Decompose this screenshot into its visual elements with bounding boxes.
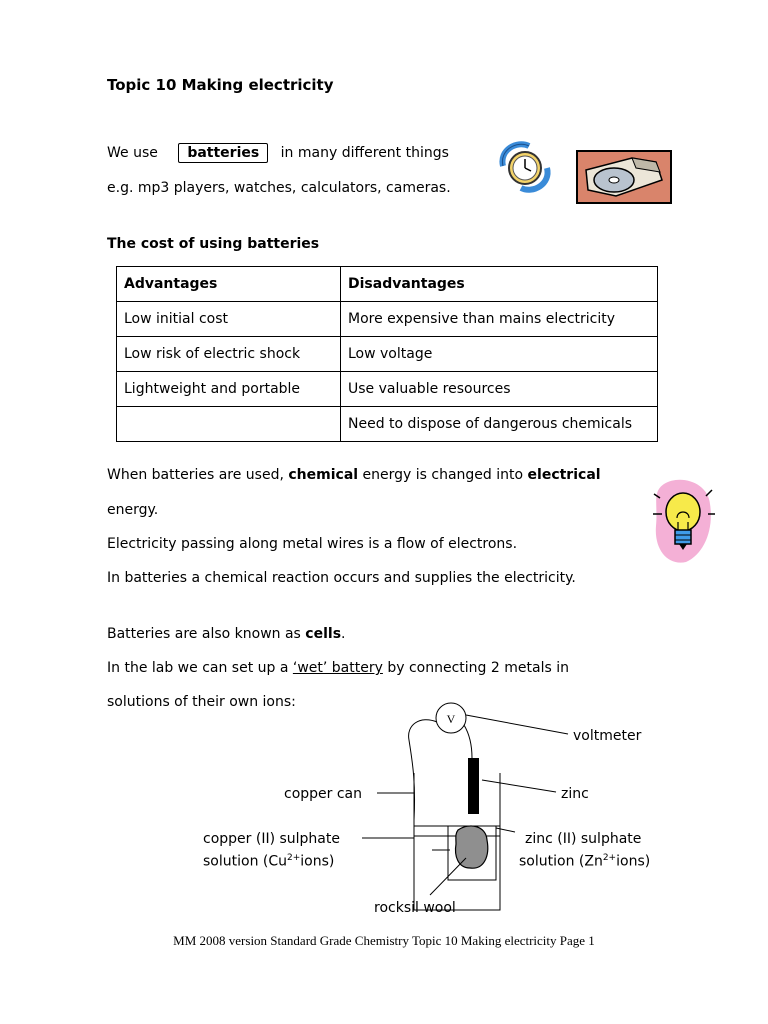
table-header-row xyxy=(117,267,658,302)
cells-line-1 xyxy=(107,626,345,642)
voltmeter-symbol-label: V xyxy=(446,712,456,726)
text-span: solution (Zn xyxy=(519,853,603,870)
table-cell: Low initial cost xyxy=(117,302,341,337)
intro-line-1 xyxy=(107,145,449,161)
table-cell: Use valuable resources xyxy=(341,372,658,407)
table-row xyxy=(117,337,658,372)
zinc-rod xyxy=(468,758,479,814)
cells-line-2 xyxy=(107,660,569,676)
text-span: When batteries are used, xyxy=(107,467,284,483)
table-cell: Low voltage xyxy=(341,337,658,372)
wet-battery-diagram xyxy=(0,690,768,930)
energy-line-3: Electricity passing along metal wires is a flow of electrons. xyxy=(107,536,518,552)
text-span: by connecting 2 metals in xyxy=(387,660,569,676)
rocksil-wool xyxy=(456,826,488,868)
lightbulb-icon xyxy=(650,474,716,566)
text-span: solution (Cu xyxy=(203,853,287,870)
page-footer: MM 2008 version Standard Grade Chemistry Topic 10 Making electricity Page 1 xyxy=(173,933,595,948)
wire-to-zinc xyxy=(464,725,472,758)
energy-line-4: In batteries a chemical reaction occurs and supplies the electricity. xyxy=(107,570,576,586)
label-copper-can: copper can xyxy=(284,786,363,802)
page-title: Topic 10 Making electricity xyxy=(107,76,334,94)
energy-line-1 xyxy=(107,467,601,483)
intro-prefix: We use xyxy=(107,145,158,161)
batteries-box: batteries xyxy=(178,143,268,163)
charge-superscript: 2+ xyxy=(287,853,301,863)
wet-battery-term: ‘wet’ battery xyxy=(292,660,383,676)
cells-line-3: solutions of their own ions: xyxy=(107,694,296,710)
table-cell xyxy=(117,407,341,442)
charge-superscript: 2+ xyxy=(602,853,617,863)
table-cell: Need to dispose of dangerous chemicals xyxy=(341,407,658,442)
cells-word: cells xyxy=(305,626,342,642)
header-disadvantages: Disadvantages xyxy=(341,267,658,302)
label-zinc-solution-2 xyxy=(519,853,650,870)
cost-heading: The cost of using batteries xyxy=(107,236,320,252)
cd-drive-icon xyxy=(576,150,672,204)
label-zinc-solution-1: zinc (II) sulphate xyxy=(525,831,642,847)
energy-line-2: energy. xyxy=(107,502,159,518)
text-span: . xyxy=(341,626,346,642)
intro-suffix: in many different things xyxy=(280,145,449,161)
table-cell: Lightweight and portable xyxy=(117,372,341,407)
wire-to-copper xyxy=(409,720,437,820)
text-span: ions) xyxy=(616,853,651,870)
table-row xyxy=(117,407,658,442)
label-rocksil-wool: rocksil wool xyxy=(374,900,456,916)
table-row xyxy=(117,372,658,407)
label-copper-solution-1: copper (II) sulphate xyxy=(203,831,340,847)
header-advantages: Advantages xyxy=(117,267,341,302)
advantages-table xyxy=(116,266,658,442)
text-span: energy is changed into xyxy=(362,467,524,483)
text-span: ions) xyxy=(300,853,335,870)
text-span: In the lab we can set up a xyxy=(107,660,289,676)
watch-icon xyxy=(495,138,557,196)
table-cell: Low risk of electric shock xyxy=(117,337,341,372)
electrical-word: electrical xyxy=(527,467,601,483)
chemical-word: chemical xyxy=(288,467,359,483)
label-copper-solution-2 xyxy=(203,853,334,870)
table-cell: More expensive than mains electricity xyxy=(341,302,658,337)
table-row xyxy=(117,302,658,337)
label-voltmeter: voltmeter xyxy=(573,728,642,744)
intro-line-2: e.g. mp3 players, watches, calculators, cameras. xyxy=(107,180,451,196)
label-zinc: zinc xyxy=(561,786,589,802)
text-span: Batteries are also known as xyxy=(107,626,301,642)
